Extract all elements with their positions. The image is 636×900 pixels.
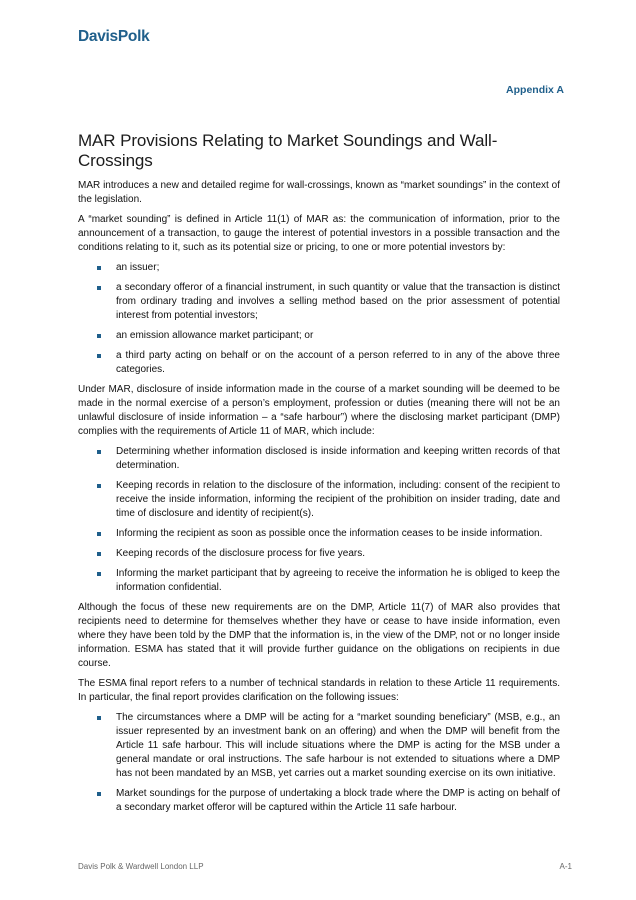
footer-firm-name: Davis Polk & Wardwell London LLP [78,862,204,871]
recipients-paragraph: Although the focus of these new requirements are on the DMP, Article 11(7) of MAR also provides that recipients need to determine for themselves whether they have or cease to have inside information, even where they have been told by the DMP that the information is, in the view of the DMP, not or no longer inside information. ESMA has stated that it will provide further guidance on the obligations on recipients in due course. [78,602,560,669]
list-item: Determining whether information disclosed is inside information and keeping written records of that determination. [78,445,560,473]
intro-paragraph: MAR introduces a new and detailed regime for wall-crossings, known as “market soundings” in the context of the legislation. [78,180,560,205]
list-item: Keeping records in relation to the disclosure of the information, including: consent of the recipient to receive the inside information, informing the recipient of the prohibition on insider trading, date and time of disclosure and identity of recipient(s). [78,479,560,521]
list-item: an emission allowance market participant; or [78,329,560,343]
davis-polk-logo: DavisPolk [78,28,150,45]
list-item: The circumstances where a DMP will be acting for a “market sounding beneficiary” (MSB, e.g., an issuer represented by an investment bank on an offering) and when the DMP will benefit from the Article 11 safe harbour. This will include situations where the DMP is acting for the MSB under a general mandate or oral instructions. The safe harbour is not extended to situations where a DMP has not been mandated by an MSB, yet carries out a market sounding exercise on its own initiative. [78,711,560,781]
list-item: a secondary offeror of a financial instrument, in such quantity or value that the transaction is distinct from ordinary trading and involves a selling method based on the prior assessment of potential interest from potential investors; [78,281,560,323]
definition-list [78,261,560,377]
list-item: an issuer; [78,261,560,275]
clarification-list [78,711,560,815]
requirements-list [78,445,560,595]
page-number: A-1 [559,862,572,871]
appendix-label: Appendix A [506,84,564,96]
definition-paragraph: A “market sounding” is defined in Article 11(1) of MAR as: the communication of information, prior to the announcement of a transaction, to gauge the interest of potential investors in a possible transaction and the conditions relating to it, such as its potential size or pricing, to one or more potential investors by: [78,214,560,253]
page-title: MAR Provisions Relating to Market Soundings and Wall-Crossings [78,131,498,170]
list-item: a third party acting on behalf or on the account of a person referred to in any of the above three categories. [78,349,560,377]
list-item: Keeping records of the disclosure process for five years. [78,547,560,561]
list-item: Market soundings for the purpose of undertaking a block trade where the DMP is acting on behalf of a secondary market offeror will be captured within the Article 11 safe harbour. [78,787,560,815]
safe-harbour-paragraph: Under MAR, disclosure of inside information made in the course of a market sounding will be deemed to be made in the normal exercise of a person’s employment, profession or duties (meaning there will not be an unlawful disclosure of inside information – a “safe harbour”) where the disclosing market participant (DMP) complies with the requirements of Article 11 of MAR, which include: [78,384,560,437]
esma-paragraph: The ESMA final report refers to a number of technical standards in relation to these Article 11 requirements. In particular, the final report provides clarification on the following issues: [78,678,560,703]
document-body [78,131,560,821]
list-item: Informing the market participant that by agreeing to receive the information he is obliged to keep the information confidential. [78,567,560,595]
list-item: Informing the recipient as soon as possible once the information ceases to be inside information. [78,527,560,541]
